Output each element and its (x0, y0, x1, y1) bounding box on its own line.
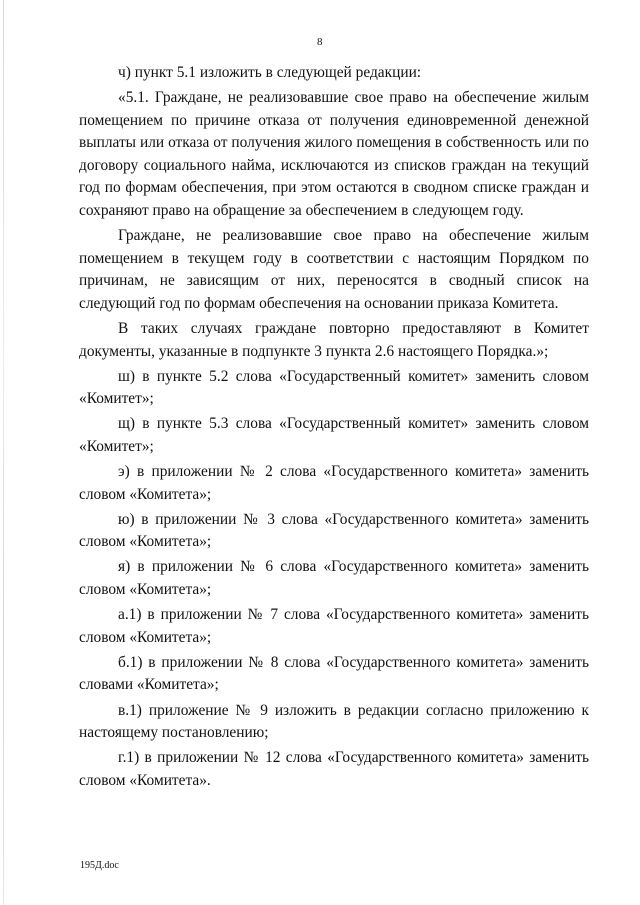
paragraph-e: э) в приложении № 2 слова «Государственного комитета» заменить словом «Комитета»; (79, 463, 589, 503)
scan-edge (3, 0, 4, 905)
footer-filename: 195Д.doc (80, 860, 119, 871)
paragraph-sh: ш) в пункте 5.2 слова «Государственный комитет» заменить словом «Комитет»; (79, 367, 589, 408)
paragraph-yu: ю) в приложении № 3 слова «Государственного комитета» заменить словом «Комитета»; (79, 510, 589, 551)
paragraph-shch: щ) в пункте 5.3 слова «Государственный комитет» заменить словом «Комитет»; (79, 415, 589, 455)
paragraph-a1: а.1) в приложении № 7 слова «Государственного комитета» заменить словом «Комитета»; (79, 606, 589, 646)
paragraph-5-1: «5.1. Граждане, не реализовавшие свое право на обеспечение жилым помещением по причине отказа от получения единовременной денежной выплаты или отказа от получения жилого помещения в собственность или по договору социального найма, исключаются из списков граждан на текущий год по формам обеспечения, при этом остаются в сводном списке граждан и сохраняют право на обращение за обеспечением в следующем году. (79, 89, 589, 220)
document-body (79, 62, 589, 795)
paragraph-v1: в.1) приложение № 9 изложить в редакции согласно приложению к настоящему постановлению; (79, 701, 589, 742)
paragraph-ch: ч) пункт 5.1 изложить в следующей редакции: (118, 64, 422, 81)
paragraph-ya: я) в приложении № 6 слова «Государственного комитета» заменить словом «Комитета»; (79, 558, 589, 599)
paragraph-documents: В таких случаях граждане повторно предоставляют в Комитет документы, указанные в подпункте 3 пункта 2.6 настоящего Порядка.»; (79, 320, 589, 360)
page-number: 8 (317, 36, 323, 48)
paragraph-b1: б.1) в приложении № 8 слова «Государственного комитета» заменить словами «Комитета»; (79, 653, 589, 694)
paragraph-g1: г.1) в приложении № 12 слова «Государственного комитета» заменить словом «Комитета». (79, 749, 589, 789)
paragraph-citizens: Граждане, не реализовавшие свое право на обеспечение жилым помещением в текущем году в соответствии с настоящим Порядком по причинам, не зависящим от них, переносятся в сводный список на следующий год по формам обеспечения на основании приказа Комитета. (79, 227, 589, 312)
